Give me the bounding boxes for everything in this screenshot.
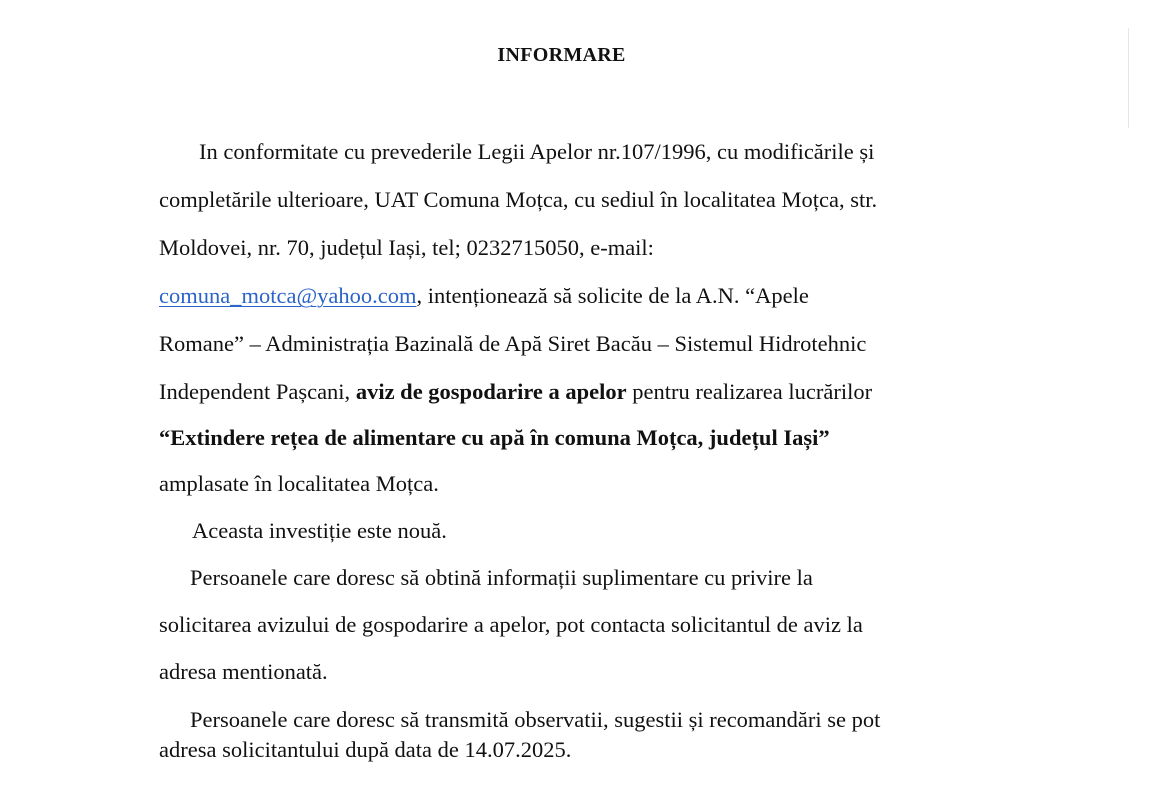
paragraph-3-line-2: solicitarea avizului de gospodarire a apelor, pot contacta solicitantul de aviz la: [159, 612, 863, 637]
scan-edge-mark: [1128, 28, 1129, 128]
paragraph-3-line-1: Persoanele care doresc să obtină informații suplimentare cu privire la: [190, 565, 813, 590]
paragraph-1-line-5: Romane” – Administrația Bazinală de Apă Siret Bacău – Sistemul Hidrotehnic: [159, 331, 867, 356]
paragraph-1-line-4-text: , intenționează să solicite de la A.N. “Apele: [416, 283, 809, 308]
paragraph-1-line-3: Moldovei, nr. 70, județul Iași, tel; 0232715050, e-mail:: [159, 235, 654, 260]
aviz-emphasis: aviz de gospodarire a apelor: [355, 379, 627, 404]
paragraph-4-line-1: Persoanele care doresc să transmită observatii, sugestii și recomandări se pot: [190, 707, 881, 732]
paragraph-1-line-8: amplasate în localitatea Moțca.: [159, 471, 439, 496]
paragraph-1-line-6: [159, 381, 872, 404]
paragraph-1-line-2: completările ulterioare, UAT Comuna Moțca, cu sediul în localitatea Moțca, str.: [159, 187, 878, 212]
paragraph-1-line-4: [159, 285, 809, 308]
paragraph-1-line-6-end: pentru realizarea lucrărilor: [626, 379, 873, 404]
paragraph-4-line-2: adresa solicitantului după data de 14.07.2025.: [159, 737, 572, 762]
document-title: INFORMARE: [497, 44, 626, 66]
paragraph-2-line-1: Aceasta investiție este nouă.: [192, 518, 447, 543]
paragraph-3-line-3: adresa mentionată.: [159, 659, 328, 684]
paragraph-1-line-6-start: Independent Pașcani,: [159, 379, 356, 404]
paragraph-1-line-1: In conformitate cu prevederile Legii Apelor nr.107/1996, cu modificările și: [199, 139, 875, 164]
project-title: “Extindere rețea de alimentare cu apă în comuna Moțca, județul Iași”: [159, 425, 830, 450]
email-link[interactable]: comuna_motca@yahoo.com: [159, 283, 417, 308]
